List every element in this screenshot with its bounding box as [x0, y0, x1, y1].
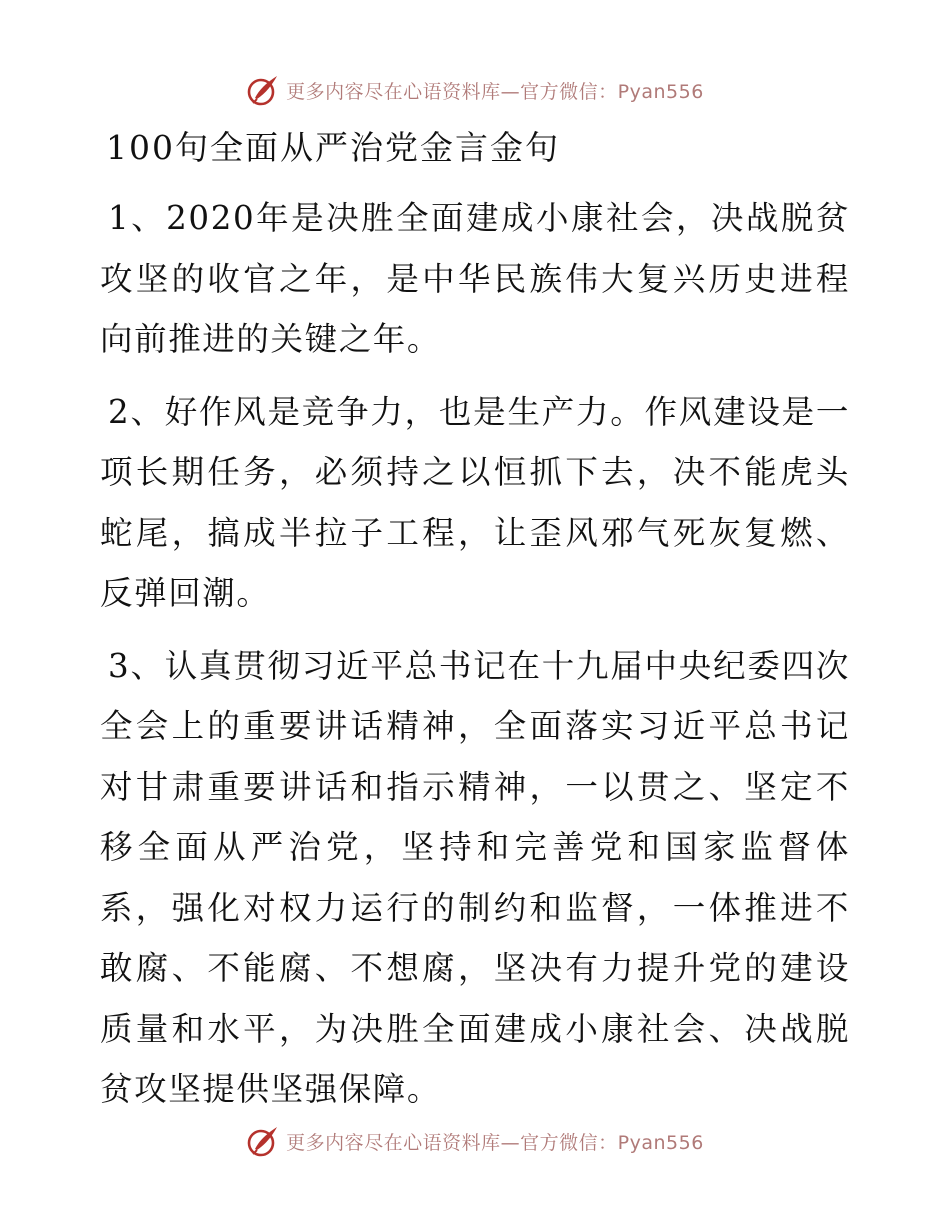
footer-banner [0, 1121, 950, 1161]
quill-logo-icon [246, 1124, 280, 1158]
page-title: 100句全面从严治党金言金句 [106, 128, 560, 167]
document-body [100, 188, 850, 1132]
quill-logo-icon [246, 73, 280, 107]
paragraph-2: 2、好作风是竞争力，也是生产力。作风建设是一项长期任务，必须持之以恒抓下去，决不能虎头蛇尾，搞成半拉子工程，让歪风邪气死灰复燃、反弹回潮。 [100, 392, 850, 612]
banner-text: 更多内容尽在心语资料库—官方微信：Pyan556 [286, 1131, 704, 1154]
header-banner [0, 70, 950, 110]
paragraph-1: 1、2020年是决胜全面建成小康社会，决战脱贫攻坚的收官之年，是中华民族伟大复兴历史进程向前推进的关键之年。 [100, 199, 850, 358]
banner-text: 更多内容尽在心语资料库—官方微信：Pyan556 [286, 80, 704, 103]
paragraph-3: 3、认真贯彻习近平总书记在十九届中央纪委四次全会上的重要讲话精神，全面落实习近平总书记对甘肃重要讲话和指示精神，一以贯之、坚定不移全面从严治党，坚持和完善党和国家监督体系，强化对权力运行的制约和监督，一体推进不敢腐、不能腐、不想腐，坚决有力提升党的建设质量和水平，为决胜全面建成小康社会、决战脱贫攻坚提供坚强保障。 [100, 646, 850, 1108]
